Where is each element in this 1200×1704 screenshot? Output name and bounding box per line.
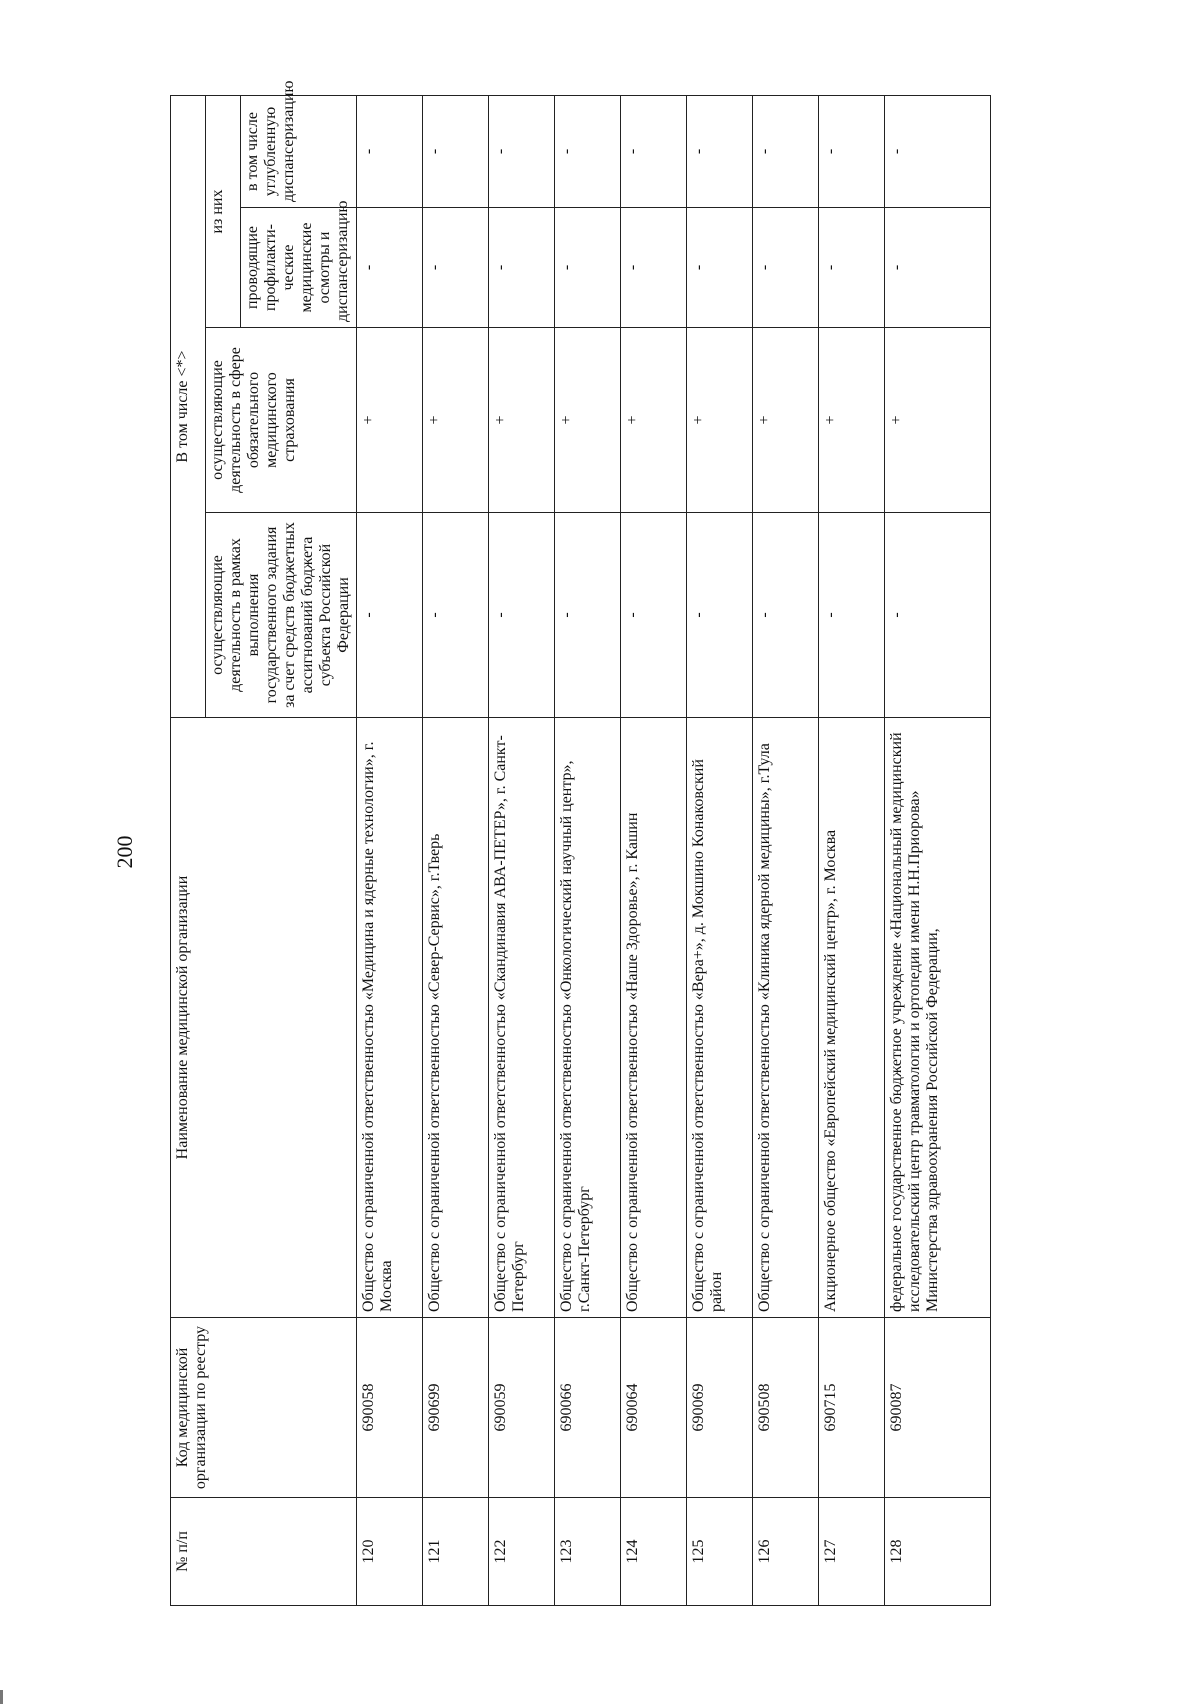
row-name: Общество с ограниченной ответственностью «Клиника ядерной медицины», г.Тула — [753, 718, 819, 1318]
row-no: 122 — [489, 1498, 555, 1606]
row-code: 690087 — [885, 1318, 991, 1498]
row-code: 690715 — [819, 1318, 885, 1498]
row-oms: + — [357, 328, 423, 513]
row-no: 123 — [555, 1498, 621, 1606]
row-oms: + — [753, 328, 819, 513]
medical-organizations-table — [170, 80, 991, 1606]
header-no: № п/п — [171, 1498, 357, 1606]
row-code: 690066 — [555, 1318, 621, 1498]
table-row — [687, 96, 753, 1606]
table-container — [170, 80, 1110, 1606]
row-code: 690058 — [357, 1318, 423, 1498]
row-budget: - — [819, 513, 885, 718]
row-code: 690699 — [423, 1318, 489, 1498]
row-name: Общество с ограниченной ответственностью «Онкологический научный центр», г.Санкт-Петербург — [555, 718, 621, 1318]
row-deep: - — [489, 96, 555, 208]
row-name: Общество с ограниченной ответственностью «Наше Здоровье», г. Кашин — [621, 718, 687, 1318]
row-deep: - — [621, 96, 687, 208]
page-number: 200 — [112, 835, 137, 869]
row-budget: - — [489, 513, 555, 718]
header-prof: проводящие профилакти-ческие медицинские осмотры и диспансеризацию — [241, 208, 357, 328]
row-oms: + — [555, 328, 621, 513]
table-row — [621, 96, 687, 1606]
row-oms: + — [819, 328, 885, 513]
row-budget: - — [885, 513, 991, 718]
table-row — [819, 96, 885, 1606]
row-no: 124 — [621, 1498, 687, 1606]
header-code: Код медицинской организации по реестру — [171, 1318, 357, 1498]
row-name: федеральное государственное бюджетное учреждение «Национальный медицинский исследовательский центр травматологии и ортопедии имени Н.Н.Приорова» Министерства здравоохранения Российской Федерации, — [885, 718, 991, 1318]
row-budget: - — [687, 513, 753, 718]
row-budget: - — [357, 513, 423, 718]
row-oms: + — [621, 328, 687, 513]
header-name: Наименование медицинской организации — [171, 718, 357, 1318]
row-name: Общество с ограниченной ответственностью «Север-Сервис», г.Тверь — [423, 718, 489, 1318]
row-prof: - — [621, 208, 687, 328]
row-budget: - — [423, 513, 489, 718]
row-deep: - — [885, 96, 991, 208]
row-code: 690059 — [489, 1318, 555, 1498]
row-oms: + — [423, 328, 489, 513]
row-prof: - — [423, 208, 489, 328]
header-oms: осуществляющие деятельность в сфере обязательного медицинского страхования — [206, 328, 357, 513]
row-deep: - — [555, 96, 621, 208]
row-prof: - — [753, 208, 819, 328]
row-deep: - — [819, 96, 885, 208]
row-prof: - — [687, 208, 753, 328]
row-prof: - — [819, 208, 885, 328]
row-code: 690508 — [753, 1318, 819, 1498]
table-row — [357, 96, 423, 1606]
row-name: Акционерное общество «Европейский медицинский центр», г. Москва — [819, 718, 885, 1318]
row-budget: - — [753, 513, 819, 718]
row-oms: + — [885, 328, 991, 513]
row-name: Общество с ограниченной ответственностью «Вера+», д. Мокшино Конаковский район — [687, 718, 753, 1318]
row-deep: - — [687, 96, 753, 208]
table-row — [423, 96, 489, 1606]
row-no: 120 — [357, 1498, 423, 1606]
table-row — [753, 96, 819, 1606]
row-deep: - — [753, 96, 819, 208]
table-row — [885, 96, 991, 1606]
row-budget: - — [555, 513, 621, 718]
header-of-them: из них — [206, 96, 241, 328]
row-code: 690069 — [687, 1318, 753, 1498]
row-budget: - — [621, 513, 687, 718]
row-prof: - — [555, 208, 621, 328]
row-no: 126 — [753, 1498, 819, 1606]
table-row — [555, 96, 621, 1606]
row-prof: - — [885, 208, 991, 328]
row-deep: - — [423, 96, 489, 208]
row-deep: - — [357, 96, 423, 208]
row-prof: - — [357, 208, 423, 328]
row-code: 690064 — [621, 1318, 687, 1498]
row-oms: + — [687, 328, 753, 513]
row-name: Общество с ограниченной ответственностью «Медицина и ядерные технологии», г. Москва — [357, 718, 423, 1318]
row-no: 128 — [885, 1498, 991, 1606]
header-deep: в том числе углубленную диспансеризацию — [241, 96, 357, 208]
row-name: Общество с ограниченной ответственностью «Скандинавия АВА-ПЕТЕР», г. Санкт-Петербург — [489, 718, 555, 1318]
row-no: 127 — [819, 1498, 885, 1606]
row-prof: - — [489, 208, 555, 328]
header-in-that-number: В том числе <*> — [171, 96, 206, 718]
row-no: 125 — [687, 1498, 753, 1606]
row-oms: + — [489, 328, 555, 513]
table-row — [489, 96, 555, 1606]
header-budget: осуществляющие деятельность в рамках выполнения государственного задания за счет средств бюджетных ассигнований бюджета субъекта Российской Федерации — [206, 513, 357, 718]
scan-edge-mark — [0, 1690, 3, 1704]
row-no: 121 — [423, 1498, 489, 1606]
